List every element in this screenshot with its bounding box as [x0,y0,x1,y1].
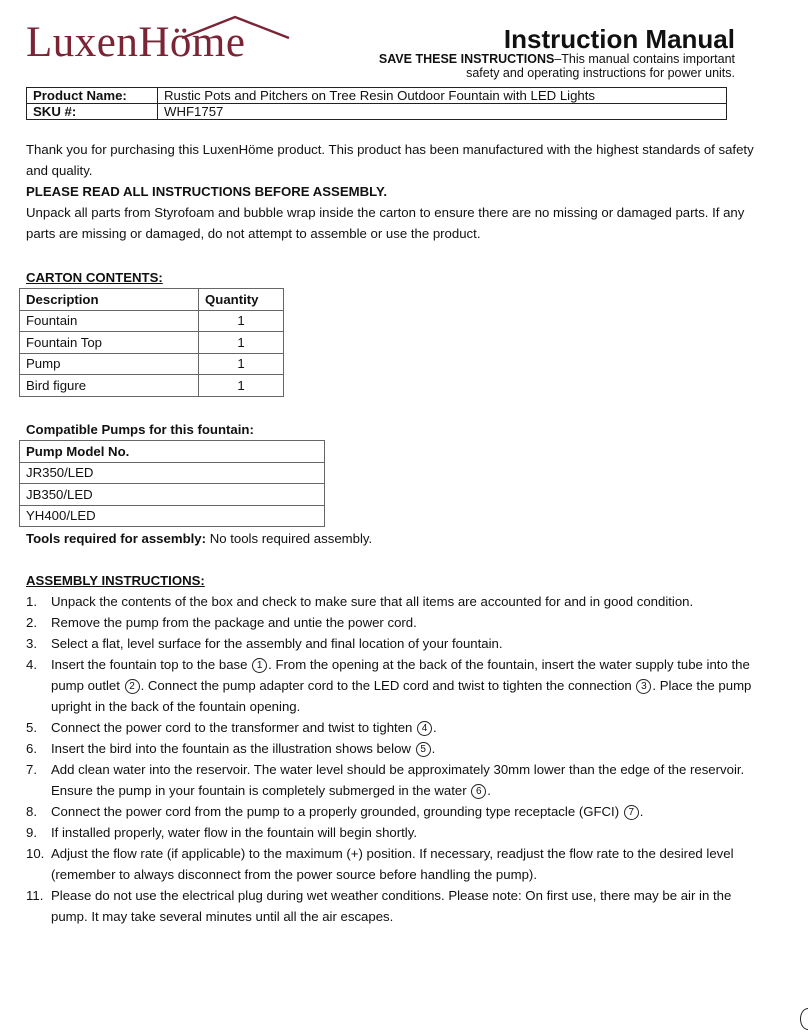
step-text: Unpack the contents of the box and check to make sure that all items are accounted for and in good condition. [51,594,694,609]
step-text: . From the opening at the back of the fountain, insert the water supply tube into the pump outlet [51,657,750,693]
step-number: 11. [26,888,44,903]
intro-thanks: Thank you for purchasing this LuxenHöme product. This product has been manufactured with the highest standards of safety and quality. [26,142,754,178]
circled-step-ref: 6 [471,784,486,799]
step-number: 6. [26,741,37,756]
save-notice [379,52,735,80]
step-number: 5. [26,720,37,735]
circled-step-ref: 4 [417,721,432,736]
sku-value: WHF1757 [158,104,727,120]
carton-col-description: Description [20,289,199,311]
manual-title: Instruction Manual [503,24,735,54]
list-item [26,612,766,633]
sku-label: SKU #: [27,104,158,120]
step-text: . Place the pump upright in the back of the fountain opening. [51,678,752,714]
carton-contents-table [19,288,284,397]
table-row [20,332,284,354]
save-notice-line2: safety and operating instructions for power units. [466,66,735,80]
circled-step-ref: 5 [416,742,431,757]
step-number: 7. [26,762,37,777]
carton-quantity: 1 [199,310,284,332]
list-item [26,591,766,612]
house-roof-icon [178,14,293,40]
product-name-row [27,88,727,104]
assembly-heading: ASSEMBLY INSTRUCTIONS: [26,573,205,588]
tools-required [26,528,776,549]
carton-header-row [20,289,284,311]
table-row [20,310,284,332]
step-text: Please do not use the electrical plug during wet weather conditions. Please note: On first use, there may be air in the pump. It may take several minutes until all the air escapes. [51,888,732,924]
pump-model: JB350/LED [20,484,325,506]
pumps-header-row [20,441,325,463]
table-row [20,375,284,397]
assembly-steps-list [26,591,766,927]
step-number: 4. [26,657,37,672]
list-item [26,633,766,654]
step-number: 8. [26,804,37,819]
step-number: 1. [26,594,37,609]
table-row [20,484,325,506]
step-number: 9. [26,825,37,840]
step-number: 3. [26,636,37,651]
brand-name: LuxenHöme [26,19,246,66]
step-text: Adjust the flow rate (if applicable) to the maximum (+) position. If necessary, readjust the flow rate to the desired level (remember to always disconnect from the power source before handling the pump). [51,846,734,882]
circled-step-ref: 3 [636,679,651,694]
tools-value: No tools required assembly. [209,531,373,546]
save-notice-bold: SAVE THESE INSTRUCTIONS [378,52,555,66]
step-text: Insert the bird into the fountain as the illustration shows below [51,741,415,756]
step-text: Connect the power cord from the pump to a properly grounded, grounding type receptacle (GFCI) [51,804,623,819]
compatible-pumps-table [19,440,325,527]
step-number: 10. [26,846,45,861]
intro-unpack: Unpack all parts from Styrofoam and bubble wrap inside the carton to ensure there are no missing or damaged parts. If any parts are missing or damaged, do not attempt to assemble or use the product. [26,205,745,241]
product-name-label: Product Name: [27,88,158,104]
list-item [26,822,766,843]
table-row [20,462,325,484]
pump-model: YH400/LED [20,505,325,527]
tools-label: Tools required for assembly: [26,531,207,546]
carton-quantity: 1 [199,375,284,397]
step-text: . Connect the pump adapter cord to the LED cord and twist to tighten the connection [140,678,636,693]
brand-logo [26,18,276,74]
pump-model: JR350/LED [20,462,325,484]
step-text: Remove the pump from the package and untie the power cord. [51,615,417,630]
carton-col-quantity: Quantity [199,289,284,311]
table-row [20,505,325,527]
carton-description: Fountain [20,310,199,332]
circled-step-ref: 7 [624,805,639,820]
list-item [26,738,766,759]
circled-step-ref: 1 [252,658,267,673]
carton-description: Bird figure [20,375,199,397]
step-number: 2. [26,615,37,630]
pumps-col-model: Pump Model No. [20,441,325,463]
table-row [20,353,284,375]
carton-heading: CARTON CONTENTS: [26,270,163,285]
list-item [26,801,766,822]
product-name-value: Rustic Pots and Pitchers on Tree Resin Outdoor Fountain with LED Lights [158,88,727,104]
intro-read-all: PLEASE READ ALL INSTRUCTIONS BEFORE ASSEMBLY. [26,184,387,199]
step-text: If installed properly, water flow in the fountain will begin shortly. [51,825,418,840]
step-text: . [487,783,491,798]
step-text: Select a flat, level surface for the assembly and final location of your fountain. [51,636,503,651]
list-item [26,843,766,885]
step-text: . [639,804,644,819]
list-item [26,654,766,717]
step-text: . [433,720,437,735]
carton-quantity: 1 [199,332,284,354]
step-text: Connect the power cord to the transformer and twist to tighten [51,720,417,735]
list-item [26,717,766,738]
save-notice-rest: –This manual contains important [554,52,735,66]
page-edge-circle-mark [800,1008,808,1030]
list-item [26,885,766,927]
sku-row [27,104,727,120]
carton-description: Pump [20,353,199,375]
carton-description: Fountain Top [20,332,199,354]
list-item [26,759,766,801]
step-text: Insert the fountain top to the base [51,657,252,672]
step-text: . [431,741,436,756]
step-text: Add clean water into the reservoir. The water level should be approximately 30mm lower than the edge of the reservoir. Ensure the pump in your fountain is completely submerged in the water [51,762,745,798]
circled-step-ref: 2 [125,679,140,694]
carton-quantity: 1 [199,353,284,375]
product-info-table [26,87,727,120]
pumps-heading: Compatible Pumps for this fountain: [26,422,254,437]
